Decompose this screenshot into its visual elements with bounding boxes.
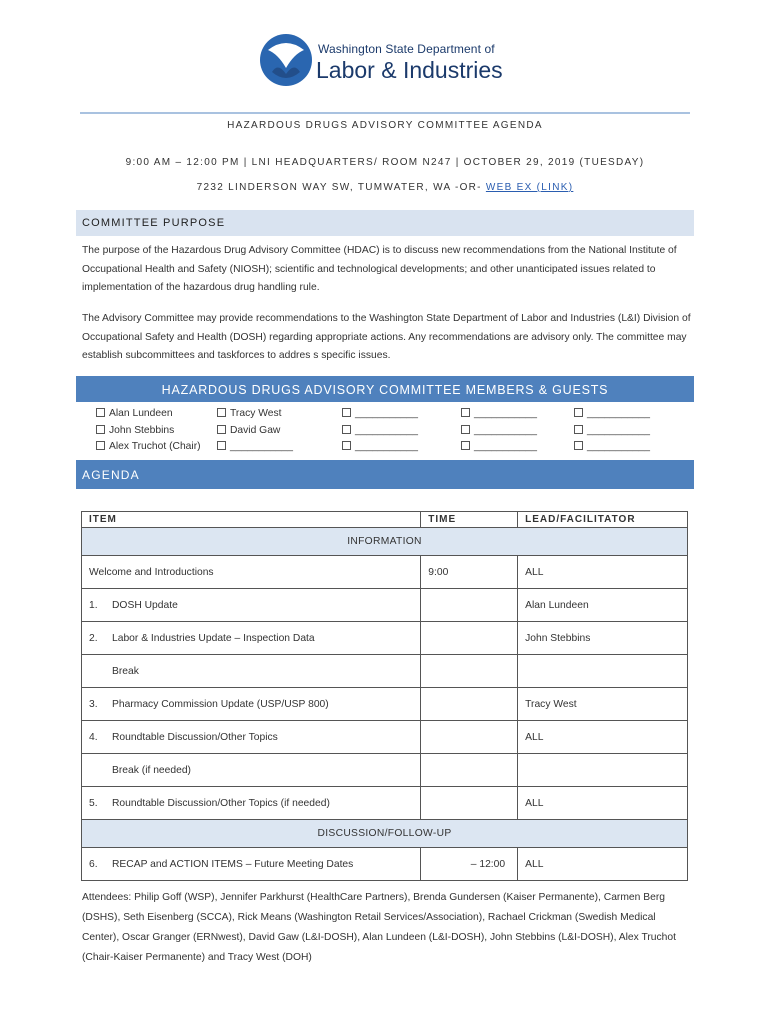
time-cell — [421, 589, 518, 622]
header-divider — [80, 112, 690, 114]
item-cell: 6. RECAP and ACTION ITEMS – Future Meeting Dates — [82, 848, 421, 881]
member-item[interactable]: ___________ — [342, 406, 418, 423]
lead-cell: ALL — [518, 787, 688, 820]
lead-cell: ALL — [518, 721, 688, 754]
band-row — [82, 528, 688, 556]
time-cell — [421, 655, 518, 688]
checkbox-icon[interactable] — [96, 408, 105, 417]
item-cell: Break — [82, 655, 421, 688]
members-column-5 — [574, 406, 650, 456]
item-cell: 1. DOSH Update — [82, 589, 421, 622]
agenda-title: HAZARDOUS DRUGS ADVISORY COMMITTEE AGENDA — [227, 120, 543, 131]
checkbox-icon[interactable] — [217, 425, 226, 434]
table-row — [82, 754, 688, 787]
time-cell — [421, 688, 518, 721]
information-band: INFORMATION — [82, 528, 688, 556]
checkbox-icon[interactable] — [461, 425, 470, 434]
checkbox-icon[interactable] — [574, 425, 583, 434]
members-column-1 — [96, 406, 201, 456]
attendees-paragraph: Attendees: Philip Goff (WSP), Jennifer Parkhurst (HealthCare Partners), Brenda Gundersen (Kaiser Permanente), Carmen Berg (DSHS), Seth Eisenberg (SCCA), Rick Means (Washington Retail Services/Association), Rachael Crickman (Swedish Medical Center), Oscar Granger (ERNwest), David Gaw (L&I-DOSH), Alan Lundeen (L&I-DOSH), John Stebbins (L&I-DOSH), Alex Truchot (Chair-Kaiser Permanente) and Tracy West (DOH) — [82, 892, 676, 963]
member-item[interactable]: ___________ — [461, 406, 537, 423]
lead-cell: Tracy West — [518, 688, 688, 721]
item-cell: 4. Roundtable Discussion/Other Topics — [82, 721, 421, 754]
column-header-item: ITEM — [82, 512, 421, 528]
time-cell — [421, 754, 518, 787]
checkbox-icon[interactable] — [217, 441, 226, 450]
lead-cell: John Stebbins — [518, 622, 688, 655]
member-item[interactable]: ___________ — [342, 439, 418, 456]
checkbox-icon[interactable] — [96, 425, 105, 434]
item-cell: 2. Labor & Industries Update – Inspection Data — [82, 622, 421, 655]
column-header-lead: LEAD/FACILITATOR — [518, 512, 688, 528]
checkbox-icon[interactable] — [342, 408, 351, 417]
members-checklist — [76, 402, 694, 462]
table-row — [82, 655, 688, 688]
agenda-heading: AGENDA — [76, 462, 694, 489]
lead-cell: ALL — [518, 848, 688, 881]
checkbox-icon[interactable] — [574, 408, 583, 417]
member-item[interactable]: Alex Truchot (Chair) — [96, 439, 201, 456]
address-text: 7232 LINDERSON WAY SW, TUMWATER, WA -OR- — [196, 182, 486, 193]
table-row — [82, 589, 688, 622]
table-row — [82, 622, 688, 655]
logo-line-2: Labor & Industries — [316, 57, 503, 83]
agenda-table — [81, 511, 688, 881]
time-cell — [421, 787, 518, 820]
column-header-time: TIME — [421, 512, 518, 528]
table-row — [82, 848, 688, 881]
checkbox-icon[interactable] — [461, 441, 470, 450]
member-item[interactable]: ___________ — [461, 439, 537, 456]
checkbox-icon[interactable] — [342, 425, 351, 434]
item-cell: 3. Pharmacy Commission Update (USP/USP 800) — [82, 688, 421, 721]
members-column-3 — [342, 406, 418, 456]
table-row — [82, 556, 688, 589]
members-column-4 — [461, 406, 537, 456]
lni-logo-icon — [258, 32, 314, 88]
band-row — [82, 820, 688, 848]
logo-line-1: Washington State Department of — [318, 42, 495, 56]
member-item[interactable]: ___________ — [574, 423, 650, 440]
members-column-2 — [217, 406, 293, 456]
member-item[interactable]: ___________ — [342, 423, 418, 440]
webex-link[interactable]: WEB EX (LINK) — [485, 182, 574, 193]
time-cell — [421, 622, 518, 655]
lead-cell — [518, 754, 688, 787]
member-item[interactable]: Tracy West — [217, 406, 293, 423]
member-item[interactable]: ___________ — [217, 439, 293, 456]
purpose-paragraph-2: The Advisory Committee may provide recommendations to the Washington State Department of Labor and Industries (L&I) Division of Occupational Safety and Health (DOSH) regarding appropriate actions. Any recommendations are advisory only. The committee may establish subcommittees and taskforces to addres s specific issues. — [82, 313, 691, 361]
checkbox-icon[interactable] — [342, 441, 351, 450]
meeting-time-location: 9:00 AM – 12:00 PM | LNI HEADQUARTERS/ ROOM N247 | OCTOBER 29, 2019 (TUESDAY) — [125, 157, 645, 168]
time-cell: – 12:00 — [421, 848, 518, 881]
purpose-paragraph-1: The purpose of the Hazardous Drug Advisory Committee (HDAC) is to discuss new recommendations from the National Institute of Occupational Health and Safety (NIOSH); scientific and technological developments; and other unanticipated issues related to implementation of the hazardous drug handling rule. — [82, 245, 677, 293]
item-cell: Break (if needed) — [82, 754, 421, 787]
checkbox-icon[interactable] — [461, 408, 470, 417]
table-row — [82, 688, 688, 721]
member-item[interactable]: David Gaw — [217, 423, 293, 440]
time-cell: 9:00 — [421, 556, 518, 589]
table-row — [82, 721, 688, 754]
checkbox-icon[interactable] — [574, 441, 583, 450]
item-cell: 5. Roundtable Discussion/Other Topics (if needed) — [82, 787, 421, 820]
member-item[interactable]: John Stebbins — [96, 423, 201, 440]
lead-cell — [518, 655, 688, 688]
checkbox-icon[interactable] — [217, 408, 226, 417]
time-cell — [421, 721, 518, 754]
checkbox-icon[interactable] — [96, 441, 105, 450]
member-item[interactable]: ___________ — [461, 423, 537, 440]
lead-cell: ALL — [518, 556, 688, 589]
discussion-band: DISCUSSION/FOLLOW-UP — [82, 820, 688, 848]
lead-cell: Alan Lundeen — [518, 589, 688, 622]
member-item[interactable]: ___________ — [574, 406, 650, 423]
table-header-row — [82, 512, 688, 528]
committee-purpose-heading: COMMITTEE PURPOSE — [76, 210, 694, 236]
member-item[interactable]: ___________ — [574, 439, 650, 456]
item-cell: Welcome and Introductions — [82, 556, 421, 589]
agency-logo — [258, 32, 503, 90]
members-heading: HAZARDOUS DRUGS ADVISORY COMMITTEE MEMBERS & GUESTS — [76, 376, 694, 402]
meeting-address — [80, 182, 690, 193]
table-row — [82, 787, 688, 820]
member-item[interactable]: Alan Lundeen — [96, 406, 201, 423]
